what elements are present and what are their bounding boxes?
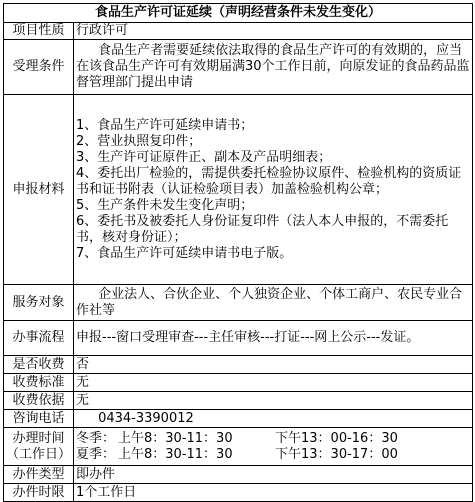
fee-value: 否 bbox=[74, 356, 473, 374]
nature-value: 行政许可 bbox=[74, 23, 473, 40]
phone-value: 0434-3390012 bbox=[74, 410, 473, 428]
row-nature bbox=[4, 23, 473, 40]
winter-pm: 下午13：00-16：30 bbox=[275, 430, 398, 446]
fee-label: 是否收费 bbox=[4, 356, 74, 374]
row-hours bbox=[4, 428, 473, 466]
flow-label: 办事流程 bbox=[4, 321, 74, 356]
nature-label: 项目性质 bbox=[4, 23, 74, 40]
service-value: 企业法人、合伙企业、个人独资企业、个体工商户、农民专业合作社等 bbox=[74, 285, 473, 321]
duration-label: 办件时限 bbox=[4, 484, 74, 502]
summer-pm: 下午13：30-17：00 bbox=[275, 446, 398, 462]
summer-am: 上午8：30-11：30 bbox=[118, 446, 233, 462]
list-item: 6、委托书及被委托人身份证复印件（法人本人申报的，不需委托书，核对身份证）； bbox=[76, 213, 449, 245]
materials-label: 申报材料 bbox=[4, 95, 74, 285]
flow-value: 申报---窗口受理审查---主任审核---打证---网上公示---发证。 bbox=[74, 321, 473, 356]
list-item: 5、生产条件未发生变化声明； bbox=[76, 197, 254, 213]
duration-value: 1个工作日 bbox=[74, 484, 473, 502]
table-title: 食品生产许可证延续（声明经营条件未发生变化） bbox=[4, 4, 473, 23]
row-phone bbox=[4, 410, 473, 428]
fee-basis-value: 无 bbox=[74, 392, 473, 410]
hours-label bbox=[4, 428, 74, 466]
list-item: 7、食品生产许可延续申请书电子版。 bbox=[76, 245, 293, 261]
row-fee-basis bbox=[4, 392, 473, 410]
row-flow bbox=[4, 321, 473, 356]
fee-basis-label: 收费依据 bbox=[4, 392, 74, 410]
conditions-value: 食品生产者需要延续依法取得的食品生产许可的有效期的，应当在该食品生产许可有效期届满30个工作日前，向原发证的食品药品监督管理部门提出申请 bbox=[74, 40, 473, 95]
list-item: 1、食品生产许可延续申请书； bbox=[76, 117, 254, 133]
row-duration bbox=[4, 484, 473, 502]
hours-label-line2: （工作日） bbox=[5, 446, 71, 462]
winter-hours bbox=[76, 431, 470, 447]
row-materials bbox=[4, 95, 473, 285]
fee-standard-value: 无 bbox=[74, 374, 473, 392]
conditions-label: 受理条件 bbox=[4, 40, 74, 95]
list-item: 2、营业执照复印件； bbox=[76, 133, 202, 149]
fee-standard-label: 收费标准 bbox=[4, 374, 74, 392]
row-service bbox=[4, 285, 473, 321]
phone-label: 咨询电话 bbox=[4, 410, 74, 428]
row-fee-standard bbox=[4, 374, 473, 392]
winter-am: 上午8：30-11：30 bbox=[118, 430, 233, 446]
materials-list bbox=[74, 95, 473, 285]
title-row bbox=[4, 4, 473, 23]
list-item: 3、生产许可证原件正、副本及产品明细表； bbox=[76, 149, 332, 165]
type-value: 即办件 bbox=[74, 466, 473, 484]
type-label: 办件类型 bbox=[4, 466, 74, 484]
hours-label-line1: 办理时间 bbox=[12, 430, 65, 446]
row-conditions bbox=[4, 40, 473, 95]
hours-value bbox=[74, 428, 473, 466]
summer-season: 夏季： bbox=[76, 446, 116, 462]
row-type bbox=[4, 466, 473, 484]
info-table bbox=[3, 3, 473, 502]
service-label: 服务对象 bbox=[4, 285, 74, 321]
row-fee bbox=[4, 356, 473, 374]
list-item: 4、委托出厂检验的，需提供委托检验协议原件、检验机构的资质证书和证书附表（认证检验项目表）加盖检验机构公章； bbox=[76, 165, 462, 197]
summer-hours bbox=[76, 447, 470, 463]
winter-season: 冬季： bbox=[76, 430, 116, 446]
